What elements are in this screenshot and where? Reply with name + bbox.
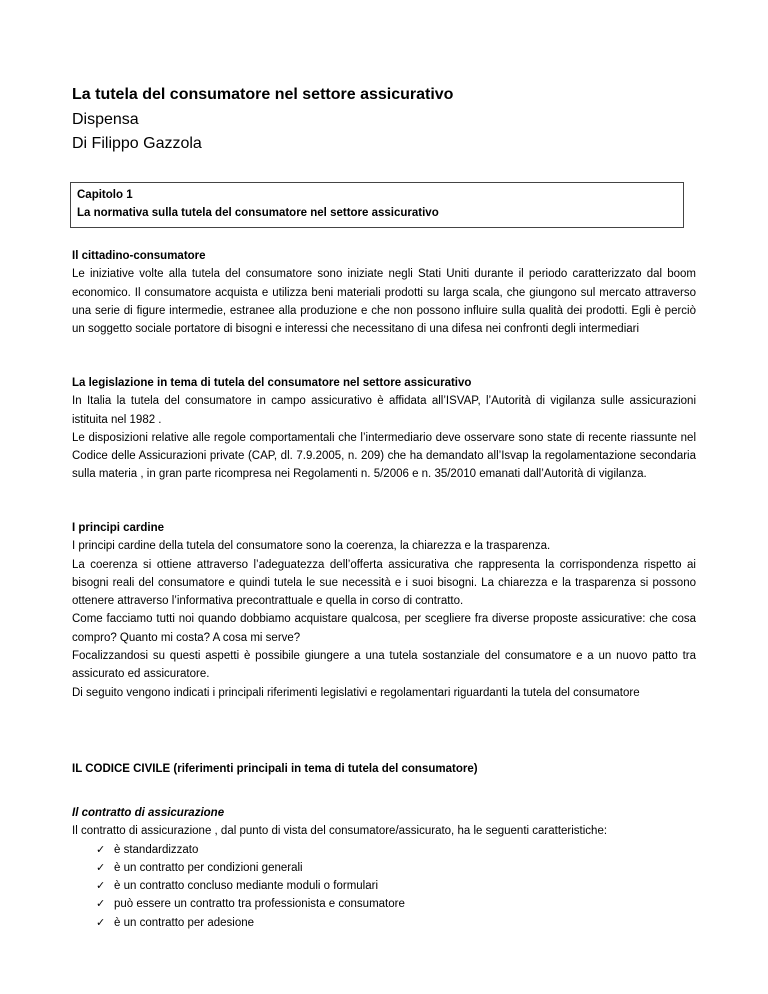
check-icon: ✓ bbox=[96, 860, 106, 874]
section-heading: I principi cardine bbox=[72, 522, 165, 534]
section-heading: Il cittadino-consumatore bbox=[72, 250, 206, 262]
section-paragraph: Le iniziative volte alla tutela del consumatore sono iniziate negli Stati Uniti durante il periodo caratterizzato dal boom economico. Il consumatore acquista e utilizza beni materiali prodotti su larga scala, che giungono sul mercato attraverso una serie di figure intermedie, estranee alla produzione e che non possono influire sulla qualità dei prodotti. Egli è perciò un soggetto sociale portatore di bisogni e interessi che necessitano di una difesa nei confronti degli intermediari bbox=[72, 268, 696, 336]
section-paragraph: In Italia la tutela del consumatore in campo assicurativo è affidata all’ISVAP, l’Autorità di vigilanza sulle assicurazioni istituita nel 1982 . bbox=[72, 395, 696, 426]
section-paragraph: Di seguito vengono indicati i principali riferimenti legislativi e regolamentari riguardanti la tutela del consumatore bbox=[72, 686, 640, 699]
document-author: Di Filippo Gazzola bbox=[72, 135, 202, 152]
list-item-label: è un contratto per condizioni generali bbox=[114, 861, 303, 874]
title-block bbox=[72, 83, 453, 157]
document-title: La tutela del consumatore nel settore assicurativo bbox=[72, 86, 454, 103]
section-contratto bbox=[72, 804, 696, 932]
section-principi bbox=[72, 519, 696, 702]
check-icon: ✓ bbox=[96, 897, 106, 911]
list-item bbox=[96, 895, 696, 913]
check-icon: ✓ bbox=[96, 915, 106, 929]
list-item-label: può essere un contratto tra professionista e consumatore bbox=[114, 898, 405, 911]
check-icon: ✓ bbox=[96, 842, 106, 856]
section-codice-civile bbox=[72, 760, 696, 778]
list-item bbox=[96, 841, 696, 859]
section-heading: IL CODICE CIVILE (riferimenti principali in tema di tutela del consumatore) bbox=[72, 763, 478, 775]
section-heading: Il contratto di assicurazione bbox=[72, 807, 225, 819]
list-item bbox=[96, 914, 696, 932]
document-subtitle: Dispensa bbox=[72, 110, 139, 128]
section-heading: La legislazione in tema di tutela del consumatore nel settore assicurativo bbox=[72, 377, 472, 389]
check-icon: ✓ bbox=[96, 879, 106, 893]
chapter-number: Capitolo 1 bbox=[77, 189, 133, 201]
characteristics-list bbox=[72, 841, 696, 932]
section-legislazione bbox=[72, 374, 696, 484]
chapter-box bbox=[70, 182, 684, 228]
chapter-title: La normativa sulla tutela del consumatore nel settore assicurativo bbox=[77, 207, 439, 219]
section-paragraph: Il contratto di assicurazione , dal punto di vista del consumatore/assicurato, ha le seguenti caratteristiche: bbox=[72, 825, 608, 838]
list-item-label: è un contratto per adesione bbox=[114, 916, 255, 929]
section-paragraph: La coerenza si ottiene attraverso l’adeguatezza dell’offerta assicurativa che rappresenta la corrispondenza rispetto ai bisogni reali del consumatore e quindi tutela le sue necessità e i suoi bisogni. La chiarezza e la trasparenza si possono ottenere attraverso l’informativa precontrattuale e quella in corso di contratto. bbox=[72, 558, 696, 608]
section-cittadino bbox=[72, 247, 696, 338]
section-paragraph: Le disposizioni relative alle regole comportamentali che l’intermediario deve osservare sono state di recente riassunte nel Codice delle Assicurazioni private (CAP, dl. 7.9.2005, n. 209) che ha demandato all’Isvap la regolamentazione secondaria sulla materia , in gran parte ricompresa nei Regolamenti n. 5/2006 e n. 35/2010 emanati dall’Autorità di vigilanza. bbox=[72, 431, 696, 481]
list-item bbox=[96, 859, 696, 877]
list-item-label: è un contratto concluso mediante moduli o formulari bbox=[114, 880, 379, 893]
list-item-label: è standardizzato bbox=[114, 843, 199, 856]
list-item bbox=[96, 877, 696, 895]
section-paragraph: Come facciamo tutti noi quando dobbiamo acquistare qualcosa, per scegliere fra diverse proposte assicurative: che cosa compro? Quanto mi costa? A cosa mi serve? bbox=[72, 613, 696, 644]
section-paragraph: I principi cardine della tutela del consumatore sono la coerenza, la chiarezza e la trasparenza. bbox=[72, 540, 551, 553]
section-paragraph: Focalizzandosi su questi aspetti è possibile giungere a una tutela sostanziale del consumatore e a un nuovo patto tra assicurato ed assicuratore. bbox=[72, 650, 696, 681]
